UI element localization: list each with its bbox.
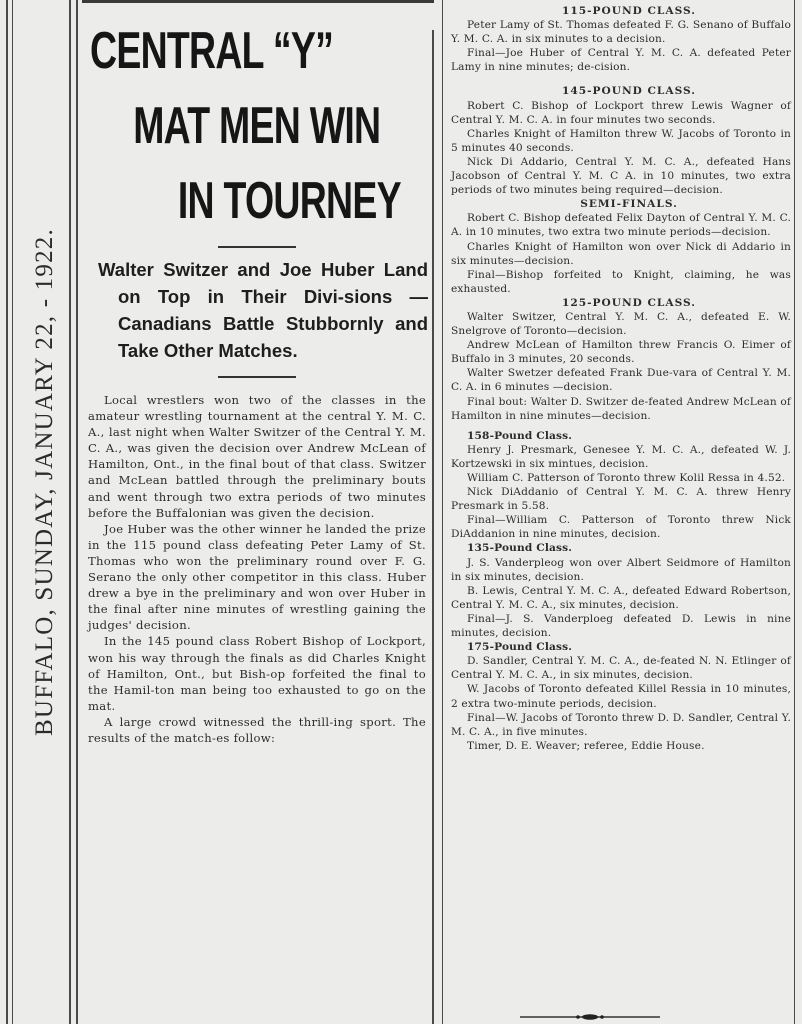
column-rule (12, 0, 13, 1024)
result-paragraph: Final—Bishop forfeited to Knight, claiming, he was exhausted. (451, 268, 791, 295)
article-paragraph: Local wrestlers won two of the classes in the amateur wrestling tournament at the central Y. M. C. A., last night when Walter Switzer of the Central Y. M. C. A., was given the decision over Andrew McLean of Hamilton, Ont., in the final bout of that class. Switzer and McLean battled through the preliminary bouts and went through two extra periods of two minutes before the Buffalonian was given the decision. (88, 393, 426, 520)
section-heading: 145-POUND CLASS. (562, 85, 696, 98)
result-paragraph: Final—W. Jacobs of Toronto threw D. D. Sandler, Central Y. M. C. A., in five minutes. (451, 711, 791, 738)
result-paragraph: William C. Patterson of Toronto threw Kolil Ressa in 4.52. (467, 472, 786, 484)
top-rule (82, 0, 434, 3)
divider (218, 246, 296, 248)
result-paragraph: Nick Di Addario, Central Y. M. C. A., defeated Hans Jacobson of Central Y. M. C A. in 10 minutes, two extra periods of two minutes being required—decision. (451, 155, 791, 197)
column-rule (69, 0, 71, 1024)
subheadline: Walter Switzer and Joe Huber Land on Top in Their Divi-sions — Canadians Battle Stubbornly and Take Other Matches. (98, 259, 428, 361)
article-paragraph: A large crowd witnessed the thrill-ing sport. The results of the match-es follow: (88, 714, 426, 745)
result-paragraph: Walter Switzer, Central Y. M. C. A., defeated E. W. Snelgrove of Toronto—decision. (451, 310, 791, 338)
article-paragraph: Joe Huber was the other winner he landed the prize in the 115 pound class defeating Peter Lamy of St. Thomas who won the preliminary round over F. G. Serano the only other competitor in this class. Huber drew a bye in the preliminary and won over Huber in the final after nine minutes of wrestling gaining the judges' decision. (88, 521, 426, 633)
column-rule (76, 0, 78, 1024)
result-paragraph: Andrew McLean of Hamilton threw Francis O. Eimer of Buffalo in 3 minutes, 20 seconds. (451, 339, 791, 366)
end-ornament-icon (520, 1014, 660, 1020)
result-paragraph: Robert C. Bishop of Lockport threw Lewis Wagner of Central Y. M. C. A. in four minutes two seconds. (451, 99, 791, 126)
result-paragraph: Final—Joe Huber of Central Y. M. C. A. defeated Peter Lamy in nine minutes; de-cision. (451, 47, 791, 74)
section-heading: 135-Pound Class. (467, 542, 573, 555)
column-rule (794, 0, 795, 1024)
result-paragraph: Final bout: Walter D. Switzer de-feated Andrew McLean of Hamilton in nine minutes—decision. (451, 395, 791, 422)
results-section (451, 429, 791, 542)
headline-line: CENTRAL “Y” (90, 22, 334, 80)
results-section (451, 296, 791, 423)
article-paragraph: In the 145 pound class Robert Bishop of Lockport, won his way through the finals as did Charles Knight of Hamilton, Ont., but Bish-op forfeited the final to the Hamil-ton man being too exhausted to go on the mat. (88, 634, 426, 713)
result-paragraph: Nick DiAddanio of Central Y. M. C. A. threw Henry Presmark in 5.58. (451, 486, 791, 513)
result-paragraph: Final—J. S. Vanderploeg defeated D. Lewis in nine minutes, decision. (451, 612, 791, 640)
headline-line: MAT MEN WIN (133, 97, 381, 155)
result-paragraph: Robert C. Bishop defeated Felix Dayton of Central Y. M. C. A. in 10 minutes, two extra two minute periods—decision. (451, 212, 791, 239)
result-paragraph: Charles Knight of Hamilton threw W. Jacobs of Toronto in 5 minutes 40 seconds. (451, 127, 791, 154)
result-paragraph: Peter Lamy of St. Thomas defeated F. G. Senano of Buffalo Y. M. C. A. in six minutes to a decision. (451, 19, 791, 46)
result-paragraph: Charles Knight of Hamilton won over Nick di Addario in six minutes—decision. (451, 240, 791, 267)
results-column (451, 4, 791, 753)
headline-line: IN TOURNEY (177, 172, 401, 230)
section-heading: 175-Pound Class. (467, 641, 573, 654)
results-section (451, 84, 791, 197)
article-body (88, 392, 426, 746)
result-paragraph: W. Jacobs of Toronto defeated Killel Ressia in 10 minutes, 2 extra two-minute periods, decision. (451, 683, 791, 710)
section-heading: 125-POUND CLASS. (562, 296, 696, 309)
result-paragraph: B. Lewis, Central Y. M. C. A., defeated Edward Robertson, Central Y. M. C. A., six minutes, decision. (451, 584, 791, 611)
results-section (451, 640, 791, 753)
article-column (82, 10, 432, 1020)
column-rule (6, 0, 8, 1024)
section-heading: 158-Pound Class. (467, 429, 573, 442)
results-section (451, 4, 791, 74)
section-heading: 115-POUND CLASS. (562, 5, 696, 17)
results-section (451, 197, 791, 296)
headline (90, 14, 436, 239)
results-section (451, 541, 791, 640)
divider (218, 376, 296, 378)
result-paragraph: Walter Swetzer defeated Frank Due-vara of Central Y. M. C. A. in 6 minutes —decision. (451, 367, 791, 394)
dateline: BUFFALO, SUNDAY, JANUARY 22, - 1922. (31, 228, 58, 736)
result-paragraph: J. S. Vanderpleog won over Albert Seidmore of Hamilton in six minutes, decision. (451, 556, 791, 583)
result-paragraph: Timer, D. E. Weaver; referee, Eddie House. (467, 739, 705, 752)
section-heading: SEMI-FINALS. (580, 198, 678, 211)
result-paragraph: Final—William C. Patterson of Toronto threw Nick DiAddanion in nine minutes, decision. (451, 514, 791, 541)
result-paragraph: Henry J. Presmark, Genesee Y. M. C. A., defeated W. J. Kortzewski in six mintues, decision. (451, 443, 791, 470)
column-rule (442, 0, 443, 1024)
result-paragraph: D. Sandler, Central Y. M. C. A., de-feated N. N. Etlinger of Central Y. M. C. A., in six minutes, decision. (451, 655, 791, 682)
